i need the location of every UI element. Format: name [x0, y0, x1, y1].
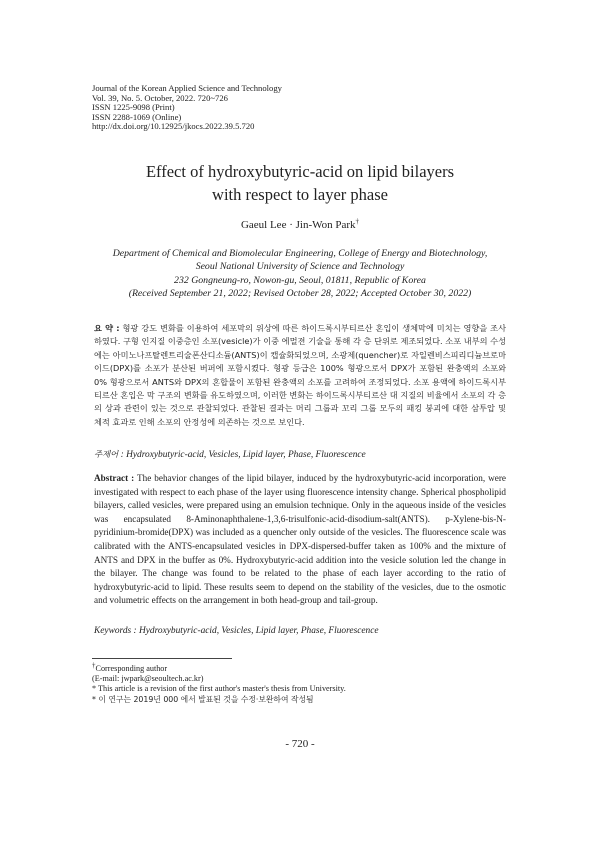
korean-keywords-text: Hydroxybutyric-acid, Vesicles, Lipid layer, Phase, Fluorescence: [126, 450, 366, 460]
korean-keywords-label: 주제어 :: [94, 449, 124, 459]
footnote-divider: [92, 658, 232, 659]
footnotes: [92, 661, 346, 705]
affiliation-line-1: Department of Chemical and Biomolecular Engineering, College of Energy and Biotechnology,: [112, 248, 488, 259]
title-line-2: with respect to layer phase: [212, 185, 388, 204]
affiliation-line-3: 232 Gongneung-ro, Nowon-gu, Seoul, 01811, Republic of Korea: [174, 274, 426, 286]
journal-name: Journal of the Korean Applied Science and Technology: [92, 83, 282, 93]
corresponding-mark: †: [355, 217, 360, 226]
korean-abstract-label: 요 약 :: [94, 323, 120, 333]
revision-note-ko: * 이 연구는 2019년 000 에서 발표된 것을 수정·보완하여 작성됨: [92, 694, 314, 704]
revision-note-en: * This article is a revision of the first author's master's thesis from University.: [92, 684, 346, 694]
author-email: (E-mail: jwpark@seoultech.ac.kr): [92, 674, 204, 684]
author-names: Gaeul Lee · Jin-Won Park: [240, 219, 356, 231]
corresponding-author-note: [92, 661, 346, 674]
journal-issn-print: ISSN 1225-9098 (Print): [92, 102, 175, 113]
korean-abstract: [94, 322, 506, 429]
corresponding-author-label: Corresponding author: [95, 664, 168, 673]
journal-issn-online: ISSN 2288-1069 (Online): [92, 111, 182, 122]
korean-keywords: [94, 448, 506, 460]
paper-title: [60, 160, 540, 206]
english-keywords-text: Hydroxybutyric-acid, Vesicles, Lipid layer, Phase, Fluorescence: [138, 626, 379, 636]
journal-info: [92, 84, 282, 132]
author-list: [60, 219, 540, 231]
english-abstract: [94, 472, 506, 608]
received-dates: (Received September 21, 2022; Revised October 28, 2022; Accepted October 30, 2022): [128, 288, 472, 300]
english-keywords: [94, 626, 506, 636]
journal-doi-link[interactable]: http://dx.doi.org/10.12925/jkocs.2022.39.5.720: [92, 121, 255, 132]
journal-volume: Vol. 39, No. 5. October, 2022. 720~726: [92, 92, 228, 103]
corresponding-note-mark: †: [92, 661, 96, 670]
affiliation-line-2: Seoul National University of Science and Technology: [195, 261, 405, 273]
page-number: - 720 -: [285, 738, 315, 750]
english-abstract-text: The behavior changes of the lipid bilayer, induced by the hydroxybutyric-acid incorporation, were investigated with respect to each phase of the layer using fluorescence intensity change. Spherical phospholipid bilayers, called vesicles, were prepared using an emulsion technique. Only in the aqueous inside of the vesicles was encapsulated 8-Aminonaphthalene-1,3,6-trisulfonic-acid-disodium-salt(ANTS). p-Xylene-bis-N-pyridinium-bromide(DPX) was included as a quencher only outside of the vesicles. The fluorescence scale was calibrated with the ANTS-encapsulated vesicles in DPX-dispersed-buffer taken as 100% and the mixture of ANTS and DPX in the buffer as 0%. Hydroxybutyric-acid addition into the vesicle solution led the change in the bilayer. The change was found to be related to the phase of each layer according to the ratio of hydroxybutyric-acid to lipid. These results seem to depend on the stability of the vesicles, due to the osmotic and volumetric effects on the arrangement in both head-group and tail-group.: [94, 473, 506, 606]
title-line-1: Effect of hydroxybutyric-acid on lipid bilayers: [145, 162, 455, 181]
english-keywords-label: Keywords :: [94, 626, 137, 636]
affiliation: [40, 247, 560, 301]
korean-abstract-text: 형광 강도 변화를 이용하여 세포막의 위상에 따른 하이드록시부티르산 혼입이 생체막에 미치는 영향을 조사하였다. 구형 인지질 이중층인 소포(vesicle)가 이중 에멀젼 기술을 통해 각 층 단위로 제조되었다. 소포 내부의 수성에는 아미노나프탈렌트리술폰산디소듐(ANTS)이 캡슐화되었으며, 소광제(quencher)로 자일렌비스피리디늄브로마이드(DPX)를 소포가 분산된 버퍼에 포함시켰다. 형광 등급은 100% 형광으로서 DPX가 포함된 완충액의 소포와 0% 형광으로서 ANTS와 DPX의 혼합물이 포함된 완충액의 소포를 고려하여 조정되었다. 소포 용액에 하이드록시부티르산 혼입은 막 구조의 변화를 유도하였으며, 이러한 변화는 하이드록시부티르산 대 지질의 비율에서 소포의 각 층의 상과 관련이 있는 것으로 관찰되었다. 관찰된 결과는 머리 그룹과 꼬리 그룹 모두의 패킹 붕괴에 대한 삼투압 및 체적 효과로 인해 소포의 안정성에 의존하는 것으로 보인다.: [94, 323, 507, 427]
english-abstract-label: Abstract :: [94, 473, 135, 483]
